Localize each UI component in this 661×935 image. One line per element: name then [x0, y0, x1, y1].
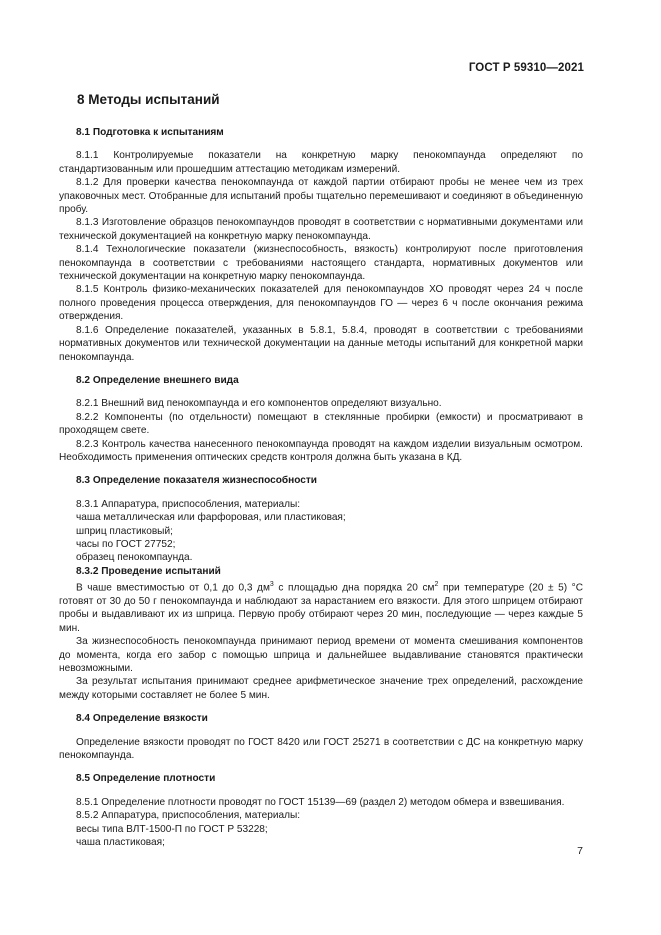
paragraph-8-3-1: 8.3.1 Аппаратура, приспособления, материалы:	[76, 498, 301, 510]
paragraph-8-2-2: 8.2.2 Компоненты (по отдельности) помещают в стеклянные пробирки (емкости) и просматривают в проходящем свете.	[59, 411, 583, 437]
paragraph-8-2-1: 8.2.1 Внешний вид пенокомпаунда и его компонентов определяют визуально.	[76, 398, 442, 410]
section-title: 8 Методы испытаний	[77, 92, 220, 107]
page-number: 7	[577, 845, 583, 857]
list-item: образец пенокомпаунда.	[76, 552, 193, 564]
paragraph-8-3-3: За жизнеспособность пенокомпаунда принимают период времени от момента смешивания компонентов до момента, когда его забор с помощью шприца и дальнейшее выдавливание становятся практически невозможными.	[59, 636, 583, 674]
paragraph-8-3-2: В чаше вместимостью от 0,1 до 0,3 $дм^3$ с площадью дна порядка 20 $см^2$ при температуре (20 ± 5) °С готовят от 30 до 50 г пенокомпаунда и наблюдают за нарастанием его вязкости. Для этого шприцем отбирают пробы и выдавливают их из шприца. Первую пробу отбирают через 20 мин, последующие — через каждые 5 мин.	[59, 581, 583, 634]
subsection-title-8-1: 8.1 Подготовка к испытаниям	[76, 127, 224, 138]
paragraph-8-1-2: 8.1.2 Для проверки качества пенокомпаунда от каждой партии отбирают пробы не менее чем из трех упаковочных мест. Отобранные для испытаний пробы тщательно перемешивают и соединяют в объединенную пробу.	[59, 177, 583, 216]
paragraph-8-4: Определение вязкости проводят по ГОСТ 8420 или ГОСТ 25271 в соответствии с ДС на конкретную марку пенокомпаунда.	[59, 736, 583, 762]
paragraph-8-5-1: 8.5.1 Определение плотности проводят по ГОСТ 15139—69 (раздел 2) методом обмера и взвешивания.	[76, 796, 565, 808]
list-item: часы по ГОСТ 27752;	[76, 538, 176, 550]
list-item: чаша металлическая или фарфоровая, или пластиковая;	[76, 512, 346, 524]
list-item: чаша пластиковая;	[76, 837, 165, 849]
subsection-title-8-2: 8.2 Определение внешнего вида	[76, 374, 239, 386]
paragraph-8-5-2: 8.5.2 Аппаратура, приспособления, материалы:	[76, 810, 301, 822]
paragraph-8-1-1: 8.1.1 Контролируемые показатели на конкретную марку пенокомпаунда определяют по стандартизованным или прошедшим аттестацию методикам измерений.	[59, 150, 583, 175]
paragraph-8-1-5: 8.1.5 Контроль физико-механических показателей для пенокомпаундов ХО проводят через 24 ч после полного проведения процесса отверждения, для пенокомпаундов ГО — через 6 ч после окончания режима отверждения.	[59, 284, 583, 323]
standard-code: ГОСТ Р 59310—2021	[468, 62, 584, 74]
paragraph-8-1-6: 8.1.6 Определение показателей, указанных в 5.8.1, 5.8.4, проводят в соответствии с требованиями нормативных документов или технической документации на данные методы испытаний для конкретной марки пенокомпаунда.	[59, 324, 583, 363]
paragraph-8-2-3: 8.2.3 Контроль качества нанесенного пенокомпаунда проводят на каждом изделии визуальным осмотром. Необходимость применения оптических средств контроля должна быть указана в КД.	[59, 438, 583, 463]
list-item: шприц пластиковый;	[76, 525, 173, 537]
paragraph-8-3-2-title: 8.3.2 Проведение испытаний	[76, 565, 221, 577]
paragraph-8-1-4: 8.1.4 Технологические показатели (жизнеспособность, вязкость) контролируют после приготовления пенокомпаунда в соответствии с требованиями настоящего стандарта, нормативных документов или технической документации на конкретную марку пенокомпаунда.	[59, 244, 583, 283]
paragraph-8-1-3: 8.1.3 Изготовление образцов пенокомпаундов проводят в соответствии с нормативными документами или технической документацией на конкретную марку пенокомпаунда.	[59, 217, 583, 242]
document-body	[59, 126, 583, 849]
subsection-title-8-3: 8.3 Определение показателя жизнеспособности	[76, 475, 318, 487]
subsection-title-8-5: 8.5 Определение плотности	[76, 773, 216, 785]
paragraph-8-3-4: За результат испытания принимают среднее арифметическое значение трех определений, расхождение между которыми составляет не более 5 мин.	[59, 676, 583, 701]
list-item: весы типа ВЛТ-1500-П по ГОСТ Р 53228;	[76, 823, 268, 835]
subsection-title-8-4: 8.4 Определение вязкости	[76, 713, 208, 725]
